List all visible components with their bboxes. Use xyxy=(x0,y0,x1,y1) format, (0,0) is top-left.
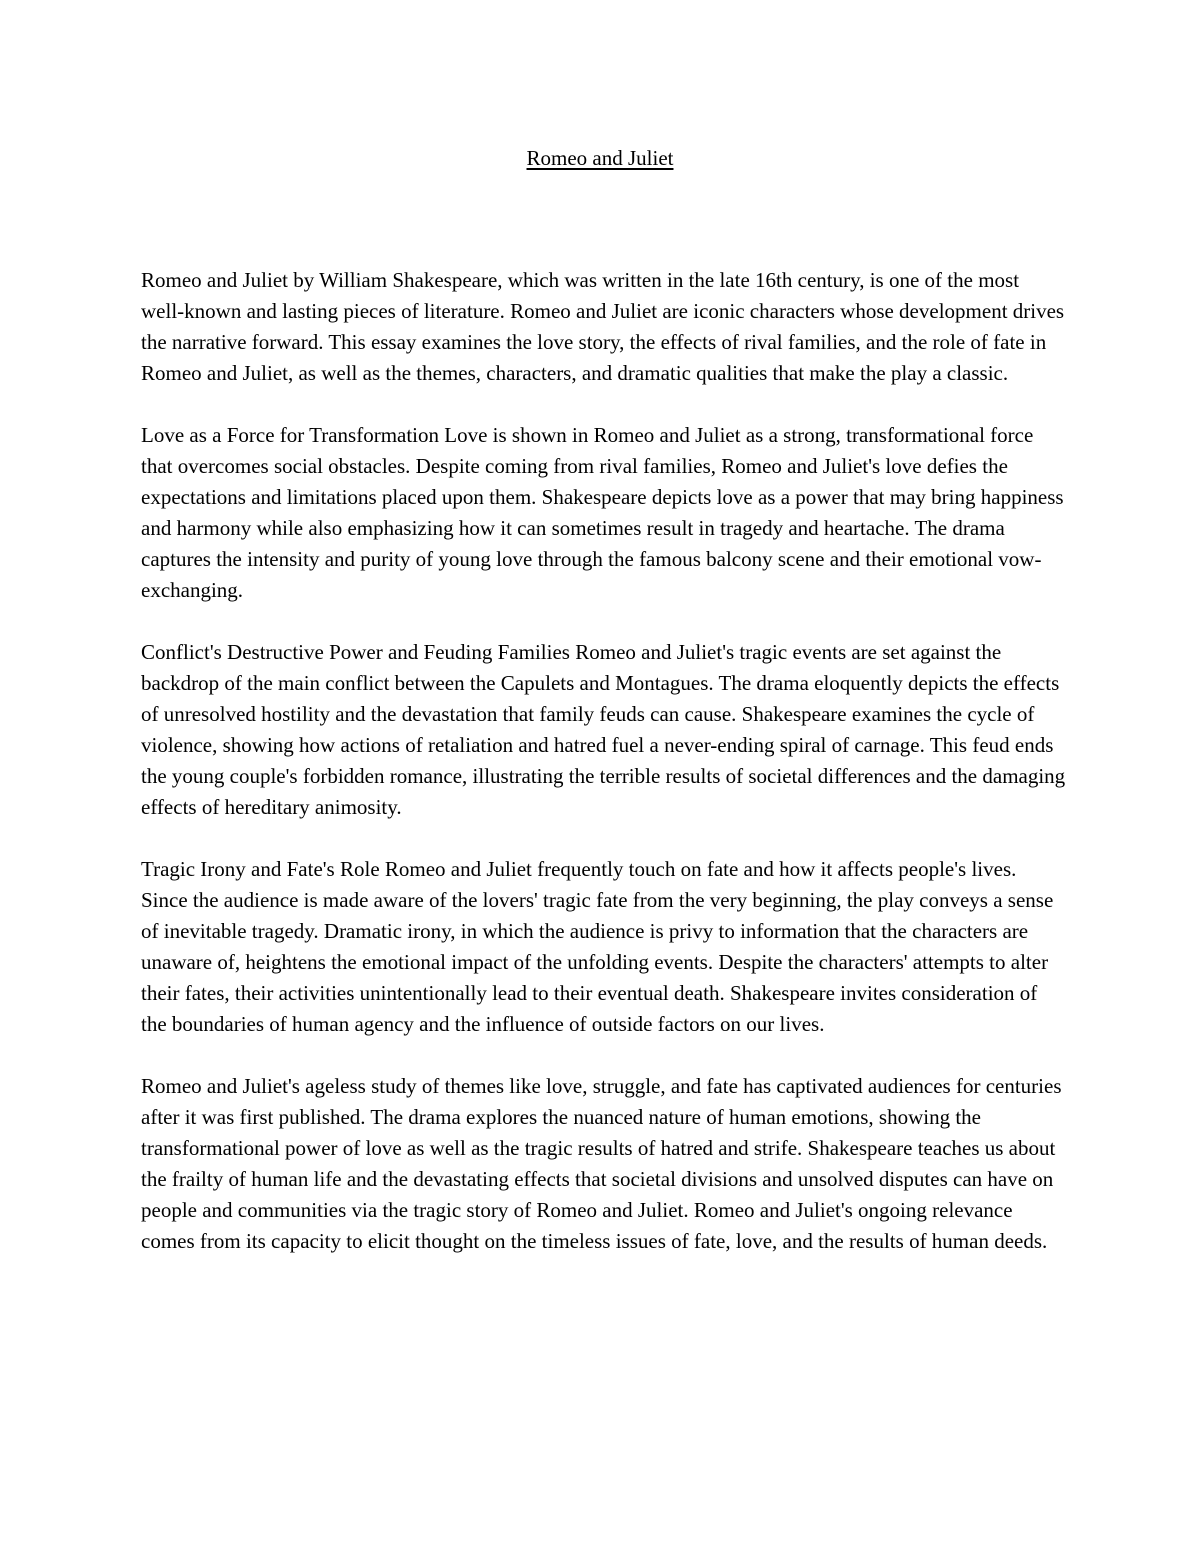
paragraph-fate-irony: Tragic Irony and Fate's Role Romeo and Juliet frequently touch on fate and how it affects people's lives. Since the audience is made aware of the lovers' tragic fate from the very beginning, the play conveys a sense of inevitable tragedy. Dramatic irony, in which the audience is privy to information that the characters are unaware of, heightens the emotional impact of the unfolding events. Despite the characters' attempts to alter their fates, their activities unintentionally lead to their eventual death. Shakespeare invites consideration of the boundaries of human agency and the influence of outside factors on our lives. xyxy=(141,857,1054,1036)
paragraph-conclusion: Romeo and Juliet's ageless study of themes like love, struggle, and fate has captivated audiences for centuries after it was first published. The drama explores the nuanced nature of human emotions, showing the transformational power of love as well as the tragic results of hatred and strife. Shakespeare teaches us about the frailty of human life and the devastating effects that societal divisions and unsolved disputes can have on people and communities via the tragic story of Romeo and Juliet. Romeo and Juliet's ongoing relevance comes from its capacity to elicit thought on the timeless issues of fate, love, and the results of human deeds. xyxy=(141,1074,1062,1253)
document-title: Romeo and Juliet xyxy=(526,146,674,170)
paragraph-feuding-families: Conflict's Destructive Power and Feuding Families Romeo and Juliet's tragic events are set against the backdrop of the main conflict between the Capulets and Montagues. The drama eloquently depicts the effects of unresolved hostility and the devastation that family feuds can cause. Shakespeare examines the cycle of violence, showing how actions of retaliation and hatred fuel a never-ending spiral of carnage. This feud ends the young couple's forbidden romance, illustrating the terrible results of societal differences and the damaging effects of hereditary animosity. xyxy=(141,640,1066,819)
paragraph-love-transformation: Love as a Force for Transformation Love is shown in Romeo and Juliet as a strong, transformational force that overcomes social obstacles. Despite coming from rival families, Romeo and Juliet's love defies the expectations and limitations placed upon them. Shakespeare depicts love as a power that may bring happiness and harmony while also emphasizing how it can sometimes result in tragedy and heartache. The drama captures the intensity and purity of young love through the famous balcony scene and their emotional vow-exchanging. xyxy=(141,423,1064,602)
paragraph-introduction: Romeo and Juliet by William Shakespeare, which was written in the late 16th century, is one of the most well-known and lasting pieces of literature. Romeo and Juliet are iconic characters whose development drives the narrative forward. This essay examines the love story, the effects of rival families, and the role of fate in Romeo and Juliet, as well as the themes, characters, and dramatic qualities that make the play a classic. xyxy=(141,268,1065,385)
document-body xyxy=(141,265,1066,1288)
